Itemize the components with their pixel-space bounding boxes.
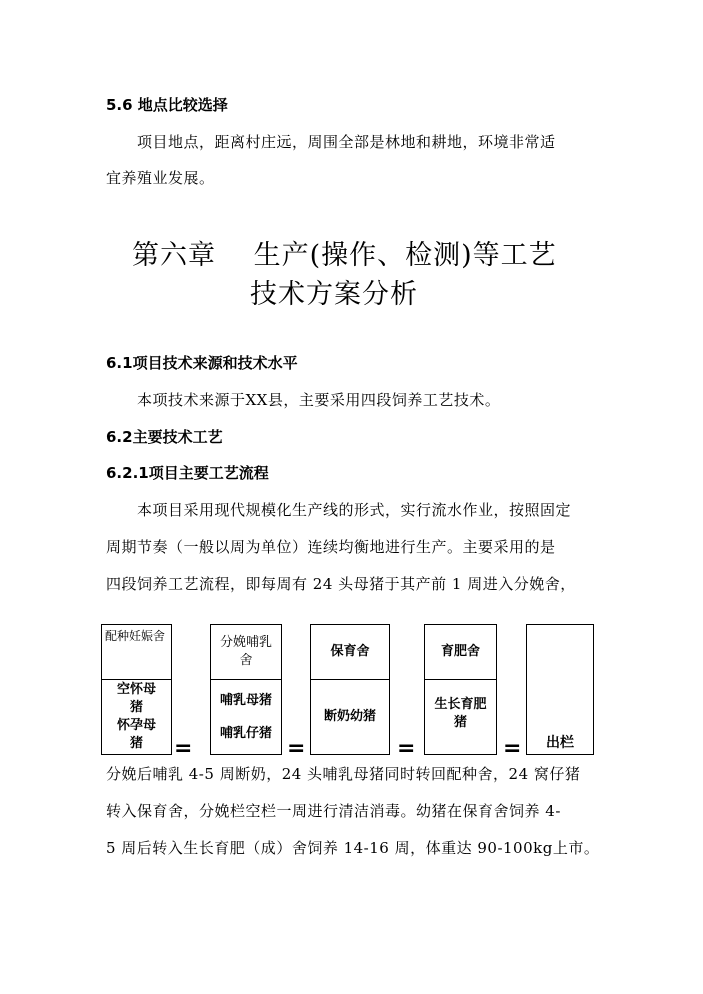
flow-box-nursery-content: 断奶幼猪 bbox=[323, 709, 376, 724]
after-flow-line3: 5 周后转入生长育肥（成）舍饲养 14-16 周，体重达 90-100kg上市。 bbox=[106, 839, 600, 857]
section-6-2-1-para-line1: 本项目采用现代规模化生产线的形式，实行流水作业，按照固定 bbox=[137, 501, 572, 519]
section-6-2-heading: 6.2主要技术工艺 bbox=[106, 428, 223, 446]
section-6-2-1-para-line2: 周期节奏（一般以周为单位）连续均衡地进行生产。主要采用的是 bbox=[106, 538, 556, 556]
flow-box1-line1: 空怀母 bbox=[116, 682, 156, 697]
flow-box-nursery-label: 保育舍 bbox=[311, 625, 389, 680]
flow-equals-2: = bbox=[287, 736, 306, 761]
section-6-1-heading: 6.1项目技术来源和技术水平 bbox=[106, 354, 298, 372]
section-5-6-para-line1: 项目地点，距离村庄远，周围全部是林地和耕地，环境非常适 bbox=[137, 133, 556, 151]
flow-box-farrowing-label bbox=[211, 625, 281, 680]
chapter-title-line1: 第六章 生产(操作、检测)等工艺 bbox=[132, 240, 557, 271]
section-6-1-para: 本项技术来源于XX县，主要采用四段饲养工艺技术。 bbox=[137, 391, 501, 409]
section-6-2-1-para-line3: 四段饲养工艺流程，即每周有 24 头母猪于其产前 1 周进入分娩舍， bbox=[106, 575, 576, 593]
flow-box2-top-line1: 分娩哺乳 bbox=[219, 635, 272, 650]
flow-box-finishing-content bbox=[425, 680, 496, 754]
flow-box4-line1: 生长育肥 bbox=[434, 697, 487, 712]
flow-box4-line2: 猪 bbox=[453, 715, 467, 730]
flow-box-farrowing-content bbox=[211, 680, 281, 754]
flow-box2-line2: 哺乳仔猪 bbox=[219, 725, 272, 741]
flow-box-farrowing bbox=[210, 624, 282, 755]
flow-box-breeding-gestation bbox=[101, 624, 172, 755]
after-flow-line2: 转入保育舍，分娩栏空栏一周进行清洁消毒。幼猪在保育舍饲养 4- bbox=[106, 802, 561, 820]
flow-equals-4: = bbox=[503, 736, 522, 761]
flow-box-market bbox=[526, 624, 594, 755]
section-5-6-heading: 5.6 地点比较选择 bbox=[106, 96, 228, 114]
flow-equals-3: = bbox=[397, 736, 416, 761]
flow-box-breeding-gestation-label: 配种妊娠舍 bbox=[102, 625, 171, 680]
flow-box2-top-line2: 舍 bbox=[239, 653, 253, 668]
flow-box-breeding-gestation-content bbox=[102, 680, 171, 754]
flow-box-market-content: 出栏 bbox=[546, 735, 574, 751]
chapter-title-line2: 技术方案分析 bbox=[250, 279, 418, 310]
flow-box1-line3: 怀孕母 bbox=[116, 718, 156, 733]
flow-box1-line4: 猪 bbox=[129, 736, 143, 751]
flow-equals-1: = bbox=[174, 736, 193, 761]
flow-box2-line1: 哺乳母猪 bbox=[219, 692, 272, 708]
flow-box-nursery bbox=[310, 624, 390, 755]
after-flow-line1: 分娩后哺乳 4-5 周断奶，24 头哺乳母猪同时转回配种舍，24 窝仔猪 bbox=[106, 765, 581, 783]
flow-box-finishing-label: 育肥舍 bbox=[425, 625, 496, 680]
flow-box-finishing bbox=[424, 624, 497, 755]
section-5-6-para-line2: 宜养殖业发展。 bbox=[106, 169, 215, 187]
flow-box1-line2: 猪 bbox=[129, 700, 143, 715]
section-6-2-1-heading: 6.2.1项目主要工艺流程 bbox=[106, 464, 269, 482]
